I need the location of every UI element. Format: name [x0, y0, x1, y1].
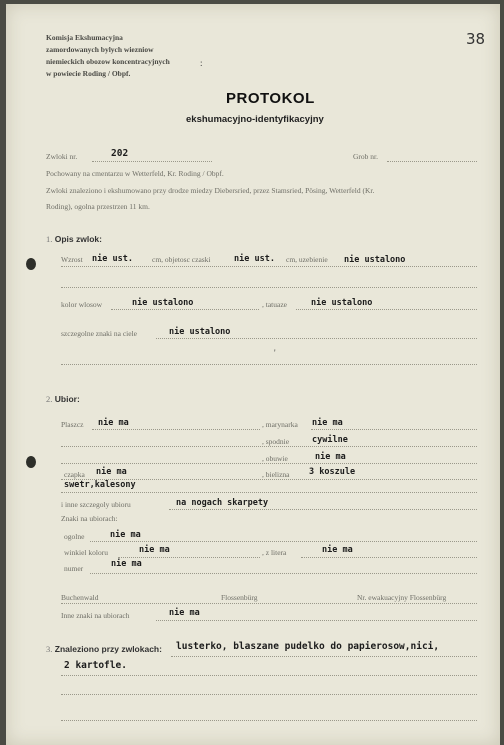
grob-line — [387, 161, 477, 162]
znaki-ubior-label: Znaki na ubiorach: — [61, 514, 118, 523]
z-litera-label: , z litera — [262, 548, 287, 557]
section-3-title — [46, 644, 162, 654]
ogolne-label: ogolne — [64, 532, 85, 541]
flossenburg-label: Flossenbürg — [221, 593, 258, 602]
uzebienie-label: cm, uzebienie — [286, 255, 328, 264]
plaszcz-label: Plaszcz — [61, 420, 84, 429]
uzebienie-value: nie ustalono — [344, 255, 406, 265]
z-litera-line — [301, 557, 477, 558]
numer-value: nie ma — [111, 559, 142, 569]
spodnie-line — [61, 446, 477, 447]
czapka-value: nie ma — [96, 467, 127, 477]
kolor-label: kolor wlosow — [61, 300, 103, 309]
wzrost-value: nie ust. — [92, 254, 133, 264]
section-1-heading: Opis zwlok: — [54, 234, 102, 244]
document-subtitle: ekshumacyjno-identyfikacyjny — [186, 114, 324, 125]
section-2-heading: Ubior: — [54, 394, 80, 404]
tatuaze-line — [296, 309, 477, 310]
winkiel-line — [118, 557, 260, 558]
spodnie-label: , spodnie — [262, 437, 290, 446]
zwloki-label: Zwloki nr. — [46, 152, 78, 161]
org-line-1: Komisja Ekshumacyjna — [46, 33, 123, 42]
znaki-line — [156, 338, 477, 339]
found-line-1: Zwloki znaleziono i ekshumowano przy drodze miedzy Diebersried, przez Stamsried, Pösing, Wetterfeld (Kr. — [46, 186, 375, 195]
plaszcz-line — [92, 429, 260, 430]
protocol-sheet — [6, 4, 500, 745]
section-3-number: 3. — [46, 644, 53, 654]
obuwie-value: nie ma — [315, 452, 346, 462]
small-mark: ' — [274, 348, 276, 358]
org-line-4: w powiecie Roding / Obpf. — [46, 69, 131, 78]
tatuaze-value: nie ustalono — [311, 298, 373, 308]
org-line-3: niemieckich obozow koncentracyjnych — [46, 57, 170, 66]
zwloki-value: 202 — [111, 148, 129, 159]
inne-line — [169, 509, 477, 510]
section-1-title — [46, 234, 102, 244]
plaszcz-value: nie ma — [98, 418, 129, 428]
camp-numbers-line — [61, 603, 477, 604]
ogolne-line — [90, 541, 477, 542]
wzrost-line — [61, 266, 477, 267]
found-items-line-1: lusterko, blaszane pudelko do papierosow,nici, — [176, 641, 440, 652]
buried-line: Pochowany na cmentarzu w Wetterfeld, Kr. Roding / Obpf. — [46, 169, 224, 178]
marynarka-value: nie ma — [312, 418, 343, 428]
section-2-number: 2. — [46, 394, 53, 404]
margin-mark: : — [200, 58, 203, 68]
inne-znaki-line — [156, 620, 477, 621]
ewakuacyjny-label: Nr. ewakuacyjny Flossenbürg — [357, 593, 447, 602]
inne-znaki-label: Inne znaki na ubiorach — [61, 611, 130, 620]
bielizna-label: , bielizna — [262, 470, 290, 479]
extra-clothing-value: swetr,kalesony — [64, 480, 136, 490]
section-2-title — [46, 394, 80, 404]
kolor-value: nie ustalono — [132, 298, 194, 308]
org-line-2: zamordowanych bylych wiezniow — [46, 45, 154, 54]
found-items-rule-4 — [61, 720, 477, 721]
spodnie-value: cywilne — [312, 435, 348, 445]
inne-value: na nogach skarpety — [176, 498, 269, 508]
found-line-2: Roding), ogolna przestrzen 11 km. — [46, 202, 150, 211]
section1-blank-line-1 — [61, 287, 477, 288]
inne-label: i inne szczegoly ubioru — [61, 500, 131, 509]
found-items-line-2: 2 kartofle. — [64, 660, 127, 671]
extra-clothing-line — [61, 492, 477, 493]
marynarka-line — [311, 429, 477, 430]
znaki-value: nie ustalono — [169, 327, 231, 337]
punch-hole-bottom — [26, 456, 36, 468]
found-items-rule-1 — [171, 656, 477, 657]
found-items-rule-2 — [61, 675, 477, 676]
kolor-line — [111, 309, 259, 310]
numer-line — [90, 573, 477, 574]
numer-label: numer — [64, 564, 84, 573]
found-items-rule-3 — [61, 694, 477, 695]
marynarka-label: , marynarka — [262, 420, 298, 429]
document-title: PROTOKOL — [226, 90, 315, 107]
winkiel-label: winkiel koloru — [64, 548, 108, 557]
objetosc-label: cm, objetosc czaski — [152, 255, 211, 264]
z-litera-value: nie ma — [322, 545, 353, 555]
bielizna-value: 3 koszule — [309, 467, 356, 477]
objetosc-value: nie ust. — [234, 254, 275, 264]
inne-znaki-value: nie ma — [169, 608, 200, 618]
ogolne-value: nie ma — [110, 530, 141, 540]
czapka-label: czapka — [64, 470, 85, 479]
section1-blank-line-2 — [61, 364, 477, 365]
winkiel-value: nie ma — [139, 545, 170, 555]
grob-label: Grob nr. — [353, 152, 378, 161]
znaki-label: szczegolne znaki na ciele — [61, 329, 137, 338]
punch-hole-top — [26, 258, 36, 270]
wzrost-label: Wzrost — [61, 255, 83, 264]
obuwie-label: , obuwie — [262, 454, 288, 463]
section-3-heading: Znaleziono przy zwlokach: — [54, 644, 162, 654]
buchenwald-label: Buchenwald — [61, 593, 99, 602]
page-number: 38 — [466, 30, 486, 48]
section-1-number: 1. — [46, 234, 53, 244]
zwloki-line — [92, 161, 212, 162]
obuwie-line — [61, 463, 477, 464]
tatuaze-label: , tatuaze — [262, 300, 287, 309]
